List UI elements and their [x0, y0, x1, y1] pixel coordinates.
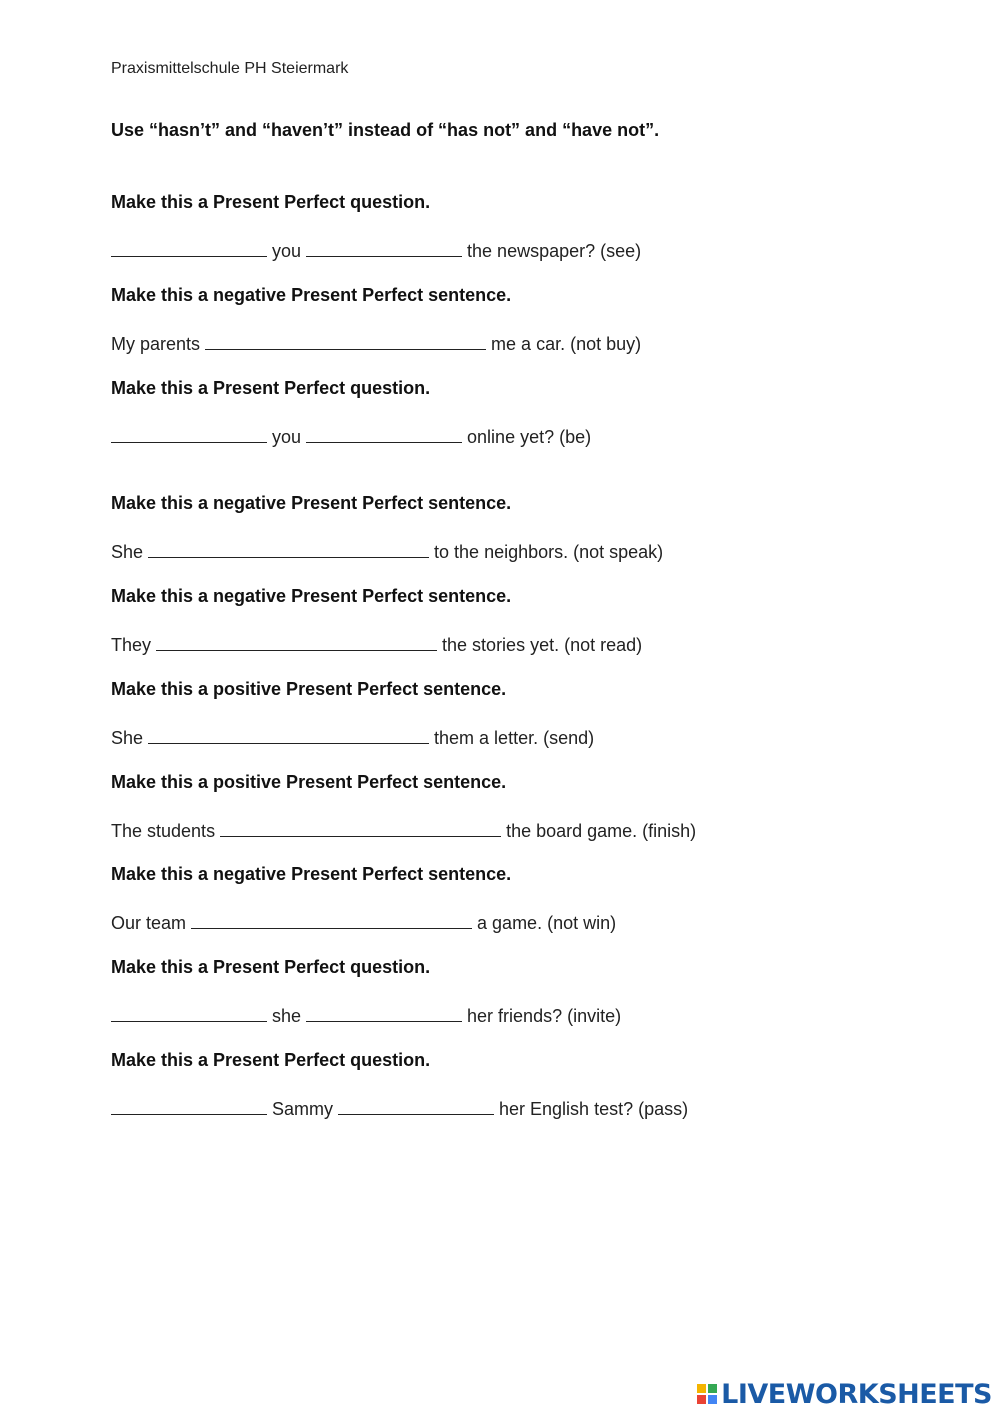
exercise-7-task: Make this a positive Present Perfect sentence. — [111, 772, 507, 792]
exercise-10-task: Make this a Present Perfect question. — [111, 1050, 431, 1070]
blank-input[interactable] — [191, 910, 472, 929]
blank-input[interactable] — [111, 1003, 267, 1022]
exercise-2-task: Make this a negative Present Perfect sentence. — [111, 285, 512, 305]
exercise-5-task: Make this a negative Present Perfect sentence. — [111, 586, 512, 606]
blank-input[interactable] — [111, 1096, 267, 1115]
blank-input[interactable] — [156, 632, 437, 651]
liveworksheets-logo — [697, 1379, 992, 1409]
exercise-6-sentence: She them a letter. (send) — [111, 725, 594, 749]
blank-input[interactable] — [111, 238, 267, 257]
exercise-8-sentence: Our team a game. (not win) — [111, 910, 616, 934]
exercise-8-task: Make this a negative Present Perfect sentence. — [111, 864, 512, 884]
blank-input[interactable] — [306, 1003, 462, 1022]
blank-input[interactable] — [338, 1096, 494, 1115]
school-header: Praxismittelschule PH Steiermark — [111, 60, 349, 77]
blank-input[interactable] — [306, 238, 462, 257]
blank-input[interactable] — [148, 725, 429, 744]
exercise-4-task: Make this a negative Present Perfect sentence. — [111, 493, 512, 513]
exercise-3-task: Make this a Present Perfect question. — [111, 378, 431, 398]
exercise-7-sentence: The students the board game. (finish) — [111, 818, 696, 842]
blank-input[interactable] — [205, 331, 486, 350]
exercise-1-sentence: you the newspaper? (see) — [111, 238, 641, 262]
blank-input[interactable] — [306, 424, 462, 443]
logo-icon — [697, 1384, 717, 1404]
exercise-4-sentence: She to the neighbors. (not speak) — [111, 539, 663, 563]
exercise-2-sentence: My parents me a car. (not buy) — [111, 331, 641, 355]
blank-input[interactable] — [148, 539, 429, 558]
exercise-9-task: Make this a Present Perfect question. — [111, 957, 431, 977]
blank-input[interactable] — [111, 424, 267, 443]
instruction-text: Use “hasn’t” and “haven’t” instead of “has not” and “have not”. — [111, 120, 660, 140]
blank-input[interactable] — [220, 818, 501, 837]
exercise-9-sentence: she her friends? (invite) — [111, 1003, 621, 1027]
exercise-1-task: Make this a Present Perfect question. — [111, 192, 431, 212]
logo-text: LIVEWORKSHEETS — [721, 1378, 992, 1410]
exercise-3-sentence: you online yet? (be) — [111, 424, 591, 448]
exercise-5-sentence: They the stories yet. (not read) — [111, 632, 642, 656]
exercise-10-sentence: Sammy her English test? (pass) — [111, 1096, 688, 1120]
exercise-6-task: Make this a positive Present Perfect sentence. — [111, 679, 507, 699]
